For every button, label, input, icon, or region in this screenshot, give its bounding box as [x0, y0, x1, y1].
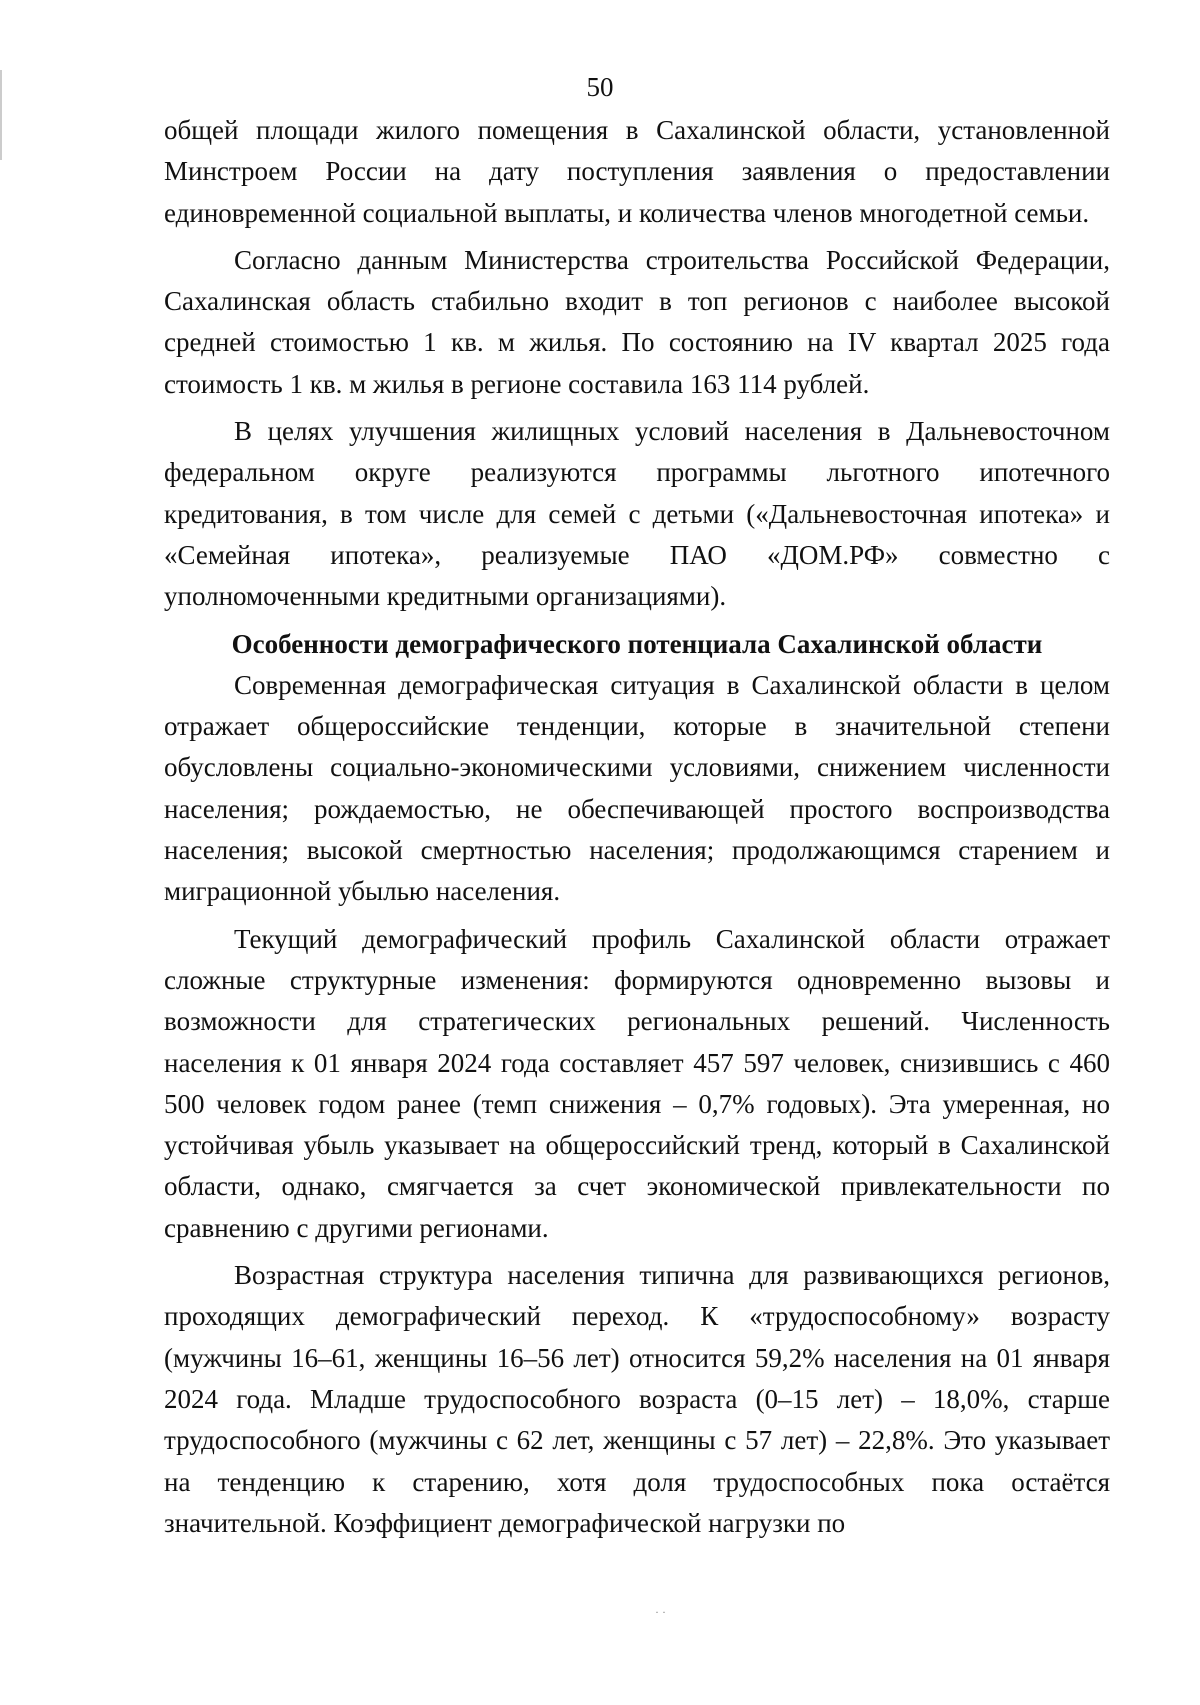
paragraph-demographic-situation: Современная демографическая ситуация в Сахалинской области в целом отражает общероссийские тенденции, которые в значительной степени обусловлены социально-экономическими условиями, снижением численности населения; рождаемостью, не обеспечивающей простого воспроизводства населения; высокой смертностью населения; продолжающимся старением и миграционной убылью населения.: [164, 669, 1110, 907]
paragraph-age-structure: Возрастная структура населения типична для развивающихся регионов, проходящих демографический переход. К «трудоспособному» возрасту (мужчины 16–61, женщины 16–56 лет) относится 59,2% населения на 01 января 2024 года. Младше трудоспособного возраста (0–15 лет) – 18,0%, старше трудоспособного (мужчины с 62 лет, женщины с 57 лет) – 22,8%. Это указывает на тенденцию к старению, хотя доля трудоспособных пока остаётся значительной. Коэффициент демографической нагрузки по: [164, 1260, 1110, 1538]
scan-speck: · ·: [655, 1605, 666, 1619]
page-number: 50: [586, 72, 614, 102]
document-body: [164, 110, 1110, 1544]
paragraph-demographic-profile: Текущий демографический профиль Сахалинской области отражает сложные структурные изменения: формируются одновременно вызовы и возможности для стратегических региональных решений. Численность населения к 01 января 2024 года составляет 457 597 человек, снизившись с 460 500 человек годом ранее (темп снижения – 0,7% годовых). Эта умеренная, но устойчивая убыль указывает на общероссийский тренд, который в Сахалинской области, однако, смягчается за счет экономической привлекательности по сравнению с другими регионами.: [164, 923, 1110, 1243]
paragraph-continuation: общей площади жилого помещения в Сахалинской области, установленной Минстроем России на дату поступления заявления о предоставлении единовременной социальной выплаты, и количества членов многодетной семьи.: [164, 115, 1110, 228]
paragraph-mortgage-programs: В целях улучшения жилищных условий населения в Дальневосточном федеральном округе реализуются программы льготного ипотечного кредитования, в том числе для семей с детьми («Дальневосточная ипотека» и «Семейная ипотека», реализуемые ПАО «ДОМ.РФ» совместно с уполномоченными кредитными организациями).: [164, 416, 1110, 612]
section-heading: Особенности демографического потенциала Сахалинской области: [231, 628, 1043, 659]
paragraph-housing-cost: Согласно данным Министерства строительства Российской Федерации, Сахалинская область стабильно входит в топ регионов с наиболее высокой средней стоимостью 1 кв. м жилья. По состоянию на IV квартал 2025 года стоимость 1 кв. м жилья в регионе составила 163 114 рублей.: [164, 244, 1110, 399]
